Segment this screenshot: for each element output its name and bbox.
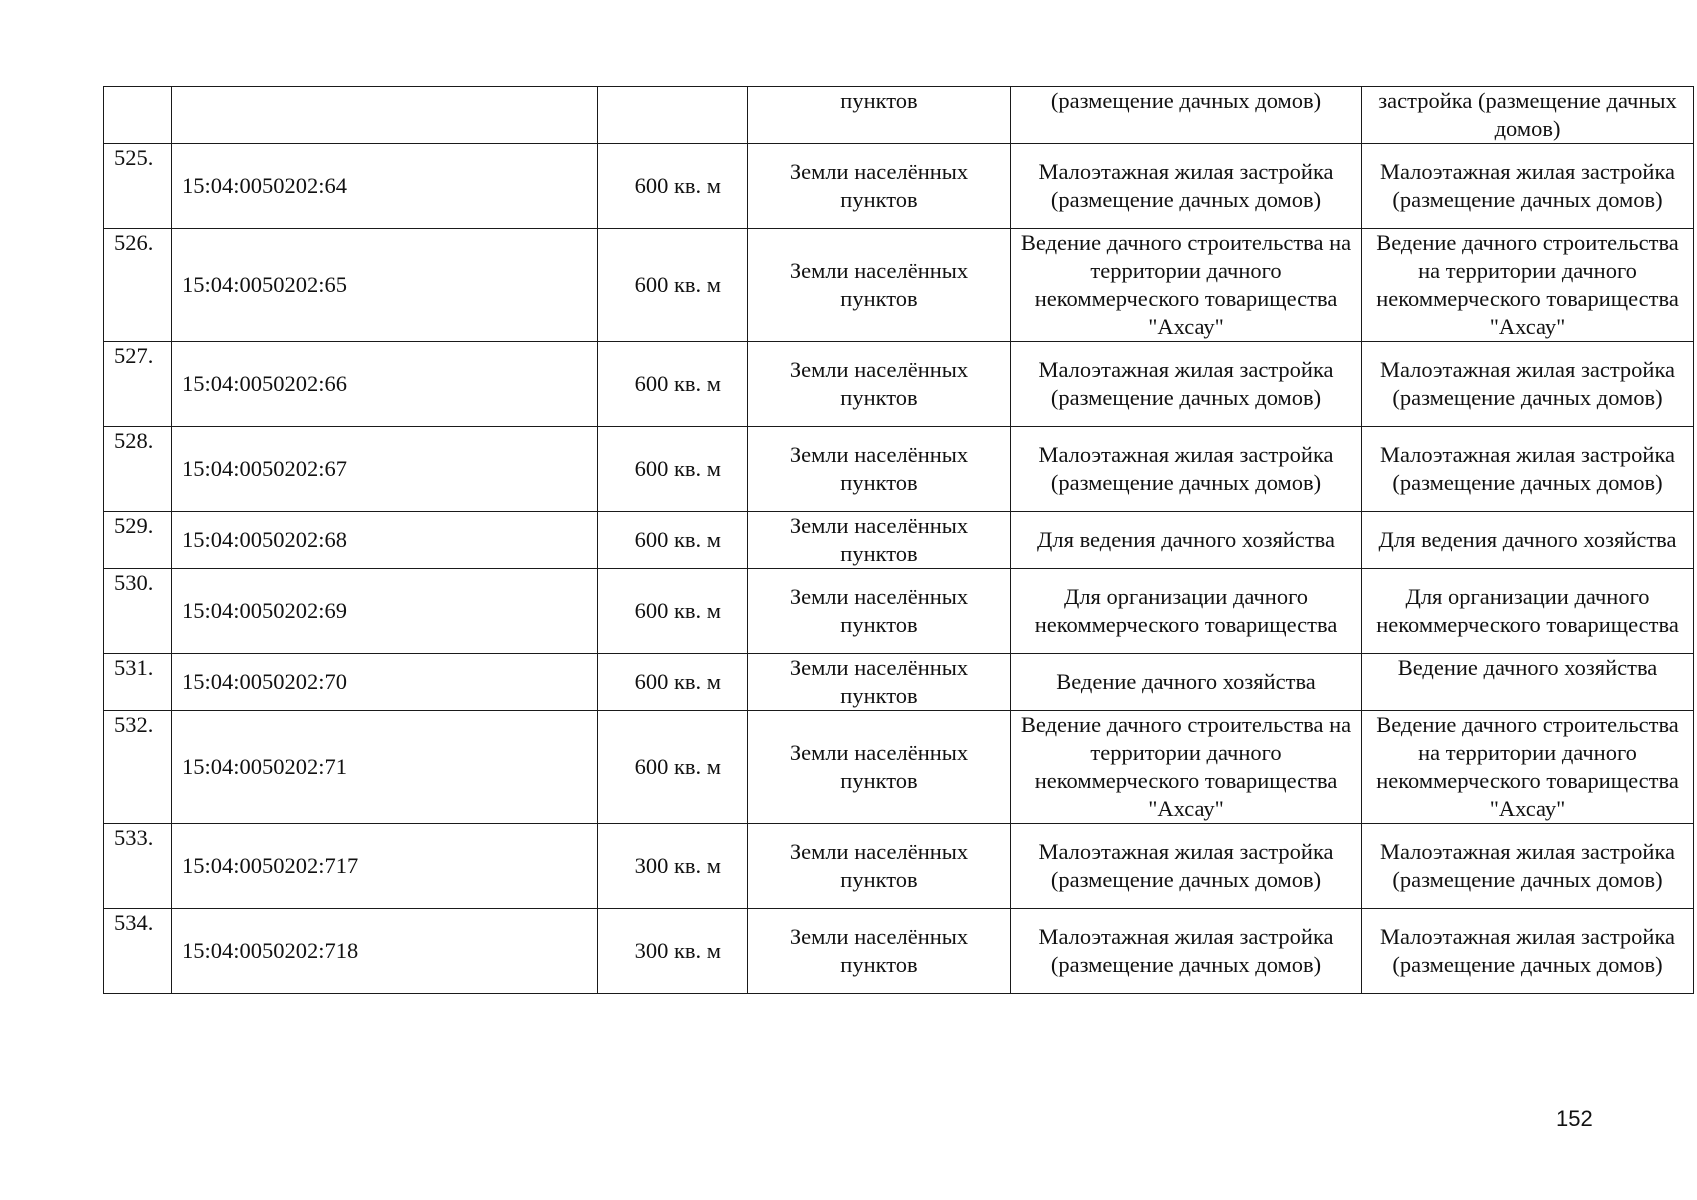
actual-use: Для организации дачного некоммерческого товарищества (1362, 569, 1694, 654)
row-number: 534. (104, 909, 172, 994)
cadastral-number: 15:04:0050202:70 (172, 654, 598, 711)
page-number: 152 (1556, 1106, 1593, 1131)
land-category: пунктов (748, 87, 1011, 144)
cadastral-number (172, 87, 598, 144)
actual-use: Для ведения дачного хозяйства (1362, 512, 1694, 569)
plot-area (598, 87, 748, 144)
cadastral-number: 15:04:0050202:66 (172, 342, 598, 427)
plot-area: 600 кв. м (598, 144, 748, 229)
row-number: 526. (104, 229, 172, 342)
plot-area: 600 кв. м (598, 512, 748, 569)
cadastral-number: 15:04:0050202:69 (172, 569, 598, 654)
land-category: Земли населённых пунктов (748, 427, 1011, 512)
plot-area: 300 кв. м (598, 824, 748, 909)
plot-area: 600 кв. м (598, 711, 748, 824)
land-category: Земли населённых пунктов (748, 909, 1011, 994)
table-row (104, 569, 1694, 654)
plot-area: 600 кв. м (598, 427, 748, 512)
row-number: 530. (104, 569, 172, 654)
row-number: 525. (104, 144, 172, 229)
cadastral-number: 15:04:0050202:64 (172, 144, 598, 229)
cadastral-number: 15:04:0050202:67 (172, 427, 598, 512)
row-number: 532. (104, 711, 172, 824)
actual-use: Малоэтажная жилая застройка (размещение дачных домов) (1362, 909, 1694, 994)
actual-use: застройка (размещение дачных домов) (1362, 87, 1694, 144)
permitted-use: Ведение дачного строительства на территории дачного некоммерческого товарищества "Ахсау" (1011, 229, 1362, 342)
permitted-use: Ведение дачного строительства на территории дачного некоммерческого товарищества "Ахсау" (1011, 711, 1362, 824)
permitted-use: Малоэтажная жилая застройка (размещение дачных домов) (1011, 427, 1362, 512)
land-category: Земли населённых пунктов (748, 711, 1011, 824)
permitted-use: Ведение дачного хозяйства (1011, 654, 1362, 711)
row-number: 531. (104, 654, 172, 711)
permitted-use: Малоэтажная жилая застройка (размещение дачных домов) (1011, 824, 1362, 909)
row-number (104, 87, 172, 144)
table-row (104, 87, 1694, 144)
land-category: Земли населённых пунктов (748, 342, 1011, 427)
permitted-use: Малоэтажная жилая застройка (размещение дачных домов) (1011, 909, 1362, 994)
plot-area: 300 кв. м (598, 909, 748, 994)
permitted-use: Для организации дачного некоммерческого товарищества (1011, 569, 1362, 654)
table-row (104, 144, 1694, 229)
row-number: 529. (104, 512, 172, 569)
actual-use: Малоэтажная жилая застройка (размещение дачных домов) (1362, 144, 1694, 229)
land-category: Земли населённых пунктов (748, 654, 1011, 711)
actual-use: Ведение дачного хозяйства (1362, 654, 1694, 711)
row-number: 533. (104, 824, 172, 909)
table-row (104, 824, 1694, 909)
land-category: Земли населённых пунктов (748, 512, 1011, 569)
table-row (104, 654, 1694, 711)
actual-use: Ведение дачного строительства на территории дачного некоммерческого товарищества "Ахсау" (1362, 229, 1694, 342)
row-number: 528. (104, 427, 172, 512)
plot-area: 600 кв. м (598, 569, 748, 654)
table-row (104, 229, 1694, 342)
actual-use: Ведение дачного строительства на территории дачного некоммерческого товарищества "Ахсау" (1362, 711, 1694, 824)
table-row (104, 909, 1694, 994)
cadastral-number: 15:04:0050202:65 (172, 229, 598, 342)
cadastral-number: 15:04:0050202:718 (172, 909, 598, 994)
cadastral-number: 15:04:0050202:71 (172, 711, 598, 824)
land-plots-table (103, 86, 1694, 994)
permitted-use: (размещение дачных домов) (1011, 87, 1362, 144)
actual-use: Малоэтажная жилая застройка (размещение дачных домов) (1362, 824, 1694, 909)
permitted-use: Малоэтажная жилая застройка (размещение дачных домов) (1011, 144, 1362, 229)
plot-area: 600 кв. м (598, 654, 748, 711)
row-number: 527. (104, 342, 172, 427)
actual-use: Малоэтажная жилая застройка (размещение дачных домов) (1362, 342, 1694, 427)
permitted-use: Для ведения дачного хозяйства (1011, 512, 1362, 569)
table-row (104, 711, 1694, 824)
plot-area: 600 кв. м (598, 342, 748, 427)
plot-area: 600 кв. м (598, 229, 748, 342)
actual-use: Малоэтажная жилая застройка (размещение дачных домов) (1362, 427, 1694, 512)
table-row (104, 427, 1694, 512)
land-category: Земли населённых пунктов (748, 824, 1011, 909)
cadastral-number: 15:04:0050202:717 (172, 824, 598, 909)
land-category: Земли населённых пунктов (748, 229, 1011, 342)
table-row (104, 342, 1694, 427)
cadastral-number: 15:04:0050202:68 (172, 512, 598, 569)
land-category: Земли населённых пунктов (748, 144, 1011, 229)
table-row (104, 512, 1694, 569)
land-category: Земли населённых пунктов (748, 569, 1011, 654)
permitted-use: Малоэтажная жилая застройка (размещение дачных домов) (1011, 342, 1362, 427)
